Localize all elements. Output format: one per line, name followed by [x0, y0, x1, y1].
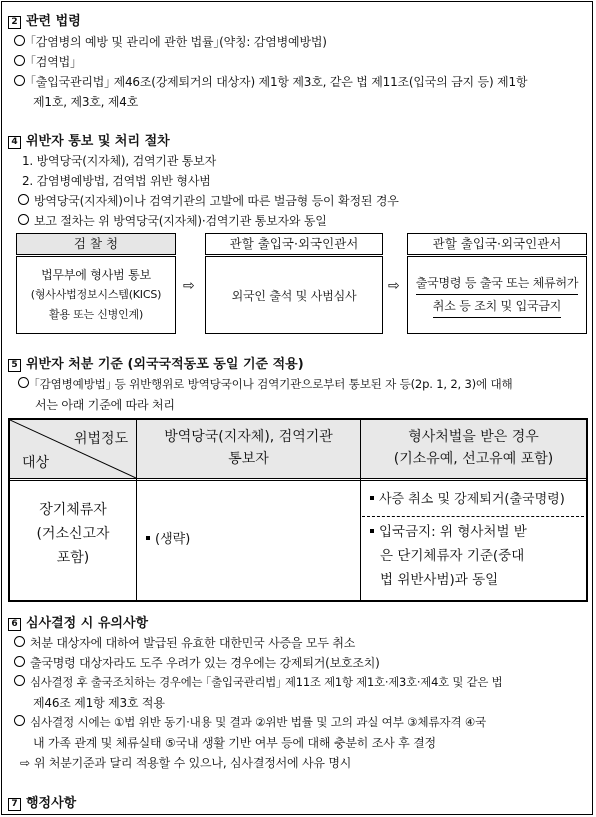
note-text: 심사결정 후 출국조치하는 경우에는 ｢출입국관리법｣ 제11조 제1항 제1호·제3호·제4호 및 같은 법 — [30, 675, 503, 689]
law-text: ｢감염병의 예방 및 관리에 관한 법률｣(약칭: 감염병예방법) — [30, 35, 327, 49]
flow-box-prosecution — [16, 256, 176, 334]
circle-bullet-icon — [14, 675, 25, 686]
dashed-separator — [362, 516, 584, 517]
law-item-cont: 제1호, 제3호, 제4호 — [33, 95, 139, 109]
law-item — [14, 73, 527, 90]
diag-top-label: 위법정도 — [74, 431, 129, 447]
circle-bullet-icon — [18, 377, 29, 388]
section-number: 2 — [8, 16, 21, 29]
flow-text: 법무부에 형사범 통보 — [41, 268, 151, 282]
flow-box-immigration-2 — [407, 256, 587, 334]
criteria-text: ｢감염병예방법｣ 등 위반행위로 방역당국이나 검역기관으로부터 통보된 자 등(2p. 1, 2, 3)에 대해 — [34, 377, 513, 391]
note-item — [14, 634, 355, 651]
col3-header-line: 형사처벌을 받은 경우 — [408, 429, 539, 445]
row-col2-value — [146, 528, 190, 547]
header-separator — [10, 478, 586, 481]
section-5-title — [8, 353, 304, 372]
col2-header-line: 방역당국(지자체), 검역기관 — [164, 429, 333, 445]
square-bullet-icon — [370, 496, 374, 500]
section-2-title — [8, 10, 81, 29]
row-col3-b-line: 입국금지: 위 형사처벌 받 — [379, 524, 527, 540]
note-item-cont: 내 가족 관계 및 체류실태 ⑤국내 생활 기반 여부 등에 대해 충분히 조사 후 결정 — [33, 736, 436, 750]
diag-bottom-label: 대상 — [22, 455, 50, 471]
circle-bullet-icon — [14, 715, 25, 726]
col2-header-line: 통보자 — [228, 451, 269, 467]
circle-bullet-icon — [14, 55, 25, 66]
section-number: 5 — [8, 359, 21, 372]
flow-arrow-icon: ⇨ — [183, 278, 195, 294]
law-item — [14, 33, 327, 50]
section-6-title — [8, 612, 148, 631]
procedure-item — [18, 192, 399, 209]
row-col3-a-text: 사증 취소 및 강제퇴거(출국명령) — [379, 492, 565, 507]
flow-box-immigration-1 — [205, 256, 383, 334]
procedure-line: 2. 감염병예방법, 검역법 위반 형사범 — [22, 174, 211, 188]
section-number: 4 — [8, 136, 21, 149]
note-remark-text: 위 처분기준과 달리 적용할 수 있으나, 심사결정서에 사유 명시 — [33, 756, 352, 770]
note-item — [14, 654, 380, 671]
section-number: 7 — [8, 798, 21, 811]
circle-bullet-icon — [14, 35, 25, 46]
procedure-item — [18, 212, 327, 229]
flow-arrow-icon: ⇨ — [388, 278, 400, 294]
circle-bullet-icon — [18, 214, 29, 225]
row-label-line: 장기체류자 — [39, 502, 107, 518]
criteria-item-cont: 서는 아래 기준에 따라 처리 — [35, 398, 175, 412]
note-item — [14, 714, 486, 730]
col3-header — [361, 426, 586, 470]
flow-text: 활용 또는 신병인계) — [48, 308, 144, 321]
square-bullet-icon — [146, 536, 150, 540]
note-text: 처분 대상자에 대하여 발급된 유효한 대한민국 사증을 모두 취소 — [30, 636, 356, 650]
row-col2-text: (생략) — [155, 532, 191, 547]
procedure-text: 보고 절차는 위 방역당국(지자체)·검역기관 통보자와 동일 — [34, 214, 327, 228]
section-heading: 심사결정 시 유의사항 — [26, 616, 149, 631]
row-label-long-term — [10, 498, 136, 570]
row-col3-b-line: 법 위반사범)과 동일 — [380, 572, 499, 588]
arrow-icon: ⇨ — [20, 756, 30, 770]
circle-bullet-icon — [14, 75, 25, 86]
section-7-title — [8, 792, 76, 811]
procedure-text: 방역당국(지자체)이나 검역기관의 고발에 따른 벌금형 등이 확정된 경우 — [34, 194, 399, 208]
note-item — [14, 674, 502, 690]
law-item — [14, 53, 76, 70]
flow-header-immigration-2: 관할 출입국·외국인관서 — [407, 233, 587, 255]
row-label-line: (거소신고자 — [36, 526, 110, 542]
square-bullet-icon — [370, 529, 374, 533]
flow-header-prosecution: 검 찰 청 — [16, 233, 176, 255]
procedure-line: 1. 방역당국(지자체), 검역기관 통보자 — [22, 154, 216, 168]
law-text: ｢검역법｣ — [30, 55, 76, 69]
note-remark — [20, 754, 351, 771]
flow-text: (형사사법정보시스템(KICS) — [30, 288, 162, 301]
section-heading: 행정사항 — [26, 796, 77, 811]
note-text: 출국명령 대상자라도 도주 우려가 있는 경우에는 강제퇴거(보호조치) — [30, 656, 380, 670]
row-col3-a — [370, 488, 565, 507]
section-heading: 위반자 처분 기준 (외국국적동포 동일 기준 적용) — [26, 357, 304, 372]
section-heading: 관련 법령 — [26, 14, 81, 29]
section-heading: 위반자 통보 및 처리 절차 — [26, 134, 170, 149]
criteria-table — [8, 418, 588, 602]
section-4-title — [8, 130, 170, 149]
row-label-line: 포함) — [56, 550, 90, 566]
law-text: ｢출입국관리법｣ 제46조(강제퇴거의 대상자) 제1항 제3호, 같은 법 제11조(입국의 금지 등) 제1항 — [30, 75, 528, 89]
flow-header-immigration-1: 관할 출입국·외국인관서 — [205, 233, 383, 255]
col2-header — [137, 426, 360, 470]
flow-text: 출국명령 등 출국 또는 체류허가 — [416, 272, 579, 295]
circle-bullet-icon — [18, 194, 29, 205]
row-col3-b-line: 은 단기체류자 기준(중대 — [380, 548, 525, 564]
criteria-item — [18, 376, 513, 392]
note-item-cont: 제46조 제1항 제3호 적용 — [33, 696, 165, 710]
note-text: 심사결정 시에는 ①법 위반 동기·내용 및 결과 ②위반 법률 및 고의 과실 여부 ③체류자격 ④국 — [30, 715, 487, 729]
flow-text: 취소 등 조치 및 입국금지 — [433, 295, 561, 318]
col3-header-line: (기소유예, 선고유예 포함) — [393, 451, 554, 467]
section-number: 6 — [8, 618, 21, 631]
circle-bullet-icon — [14, 656, 25, 667]
flow-text: 외국인 출석 및 사범심사 — [231, 288, 357, 303]
circle-bullet-icon — [14, 636, 25, 647]
row-col3-b — [370, 520, 527, 592]
